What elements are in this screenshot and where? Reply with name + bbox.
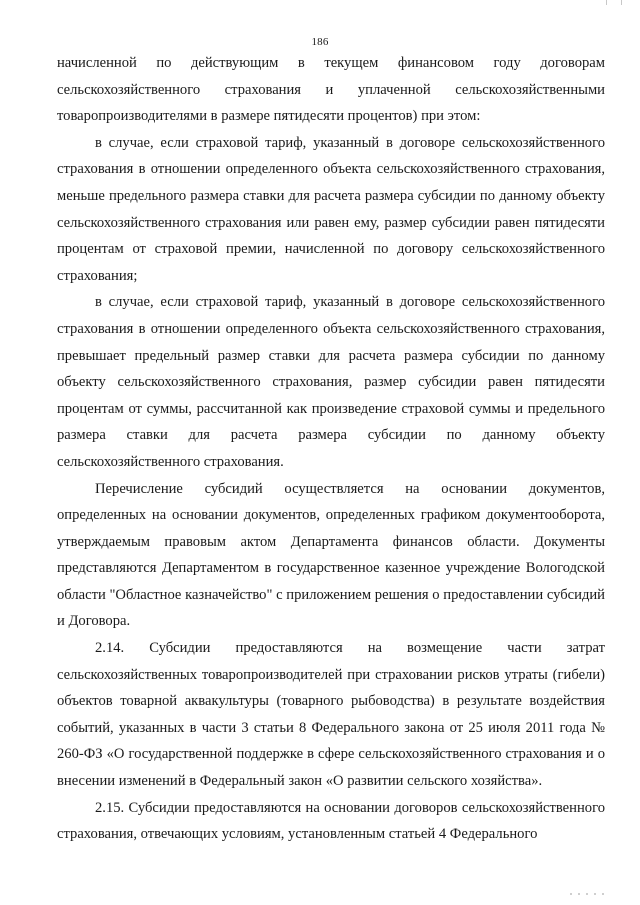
paragraph-case-less-or-equal: в случае, если страховой тариф, указанный в договоре сельскохозяйственного страхования в отношении определенного объекта сельскохозяйственного страхования, меньше предельного размера ставки для расчета размера субсидии по данному объекту сельскохозяйственного страхования или равен ему, размер субсидии равен пятидесяти процентам от страховой премии, начисленной по договору сельскохозяйственного страхования;: [57, 134, 605, 284]
document-body: [57, 50, 605, 848]
paragraph-transfer-of-subsidies: Перечисление субсидий осуществляется на основании документов, определенных на основании документов, определенных графиком документооборота, утверждаемым правовым актом Департамента финансов области. Документы представляются Департаментом в государственное казенное учреждение Вологодской области "Областное казначейство" с приложением решения о предоставлении субсидий и Договора.: [57, 480, 605, 630]
page-number: 186: [311, 36, 329, 48]
paragraph-section-2-14: 2.14. Субсидии предоставляются на возмещение части затрат сельскохозяйственных товаропроизводителей при страховании рисков утраты (гибели) объектов товарной аквакультуры (товарного рыбоводства) в результате воздействия событий, указанных в части 3 статьи 8 Федерального закона от 25 июля 2011 года № 260-ФЗ «О государственной поддержке в сфере сельскохозяйственного страхования и о внесении изменений в Федеральный закон «О развитии сельского хозяйства».: [57, 640, 605, 790]
scan-artifact: [570, 893, 610, 895]
scan-corner-mark: [606, 0, 622, 5]
paragraph-case-exceeds: в случае, если страховой тариф, указанный в договоре сельскохозяйственного страхования в отношении определенного объекта сельскохозяйственного страхования, превышает предельный размер ставки для расчета размера субсидии по данному объекту сельскохозяйственного страхования, размер субсидии равен пятидесяти процентам от суммы, рассчитанной как произведение страховой суммы и предельного размера ставки для расчета размера субсидии по данному объекту сельскохозяйственного страхования.: [57, 294, 605, 470]
paragraph-section-2-15: 2.15. Субсидии предоставляются на основании договоров сельскохозяйственного страхования, отвечающих условиям, установленным статьей 4 Федерального: [57, 799, 605, 843]
paragraph-continuation: начисленной по действующим в текущем финансовом году договорам сельскохозяйственного страхования и уплаченной сельскохозяйственными товаропроизводителями в размере пятидесяти процентов) при этом:: [57, 55, 605, 125]
